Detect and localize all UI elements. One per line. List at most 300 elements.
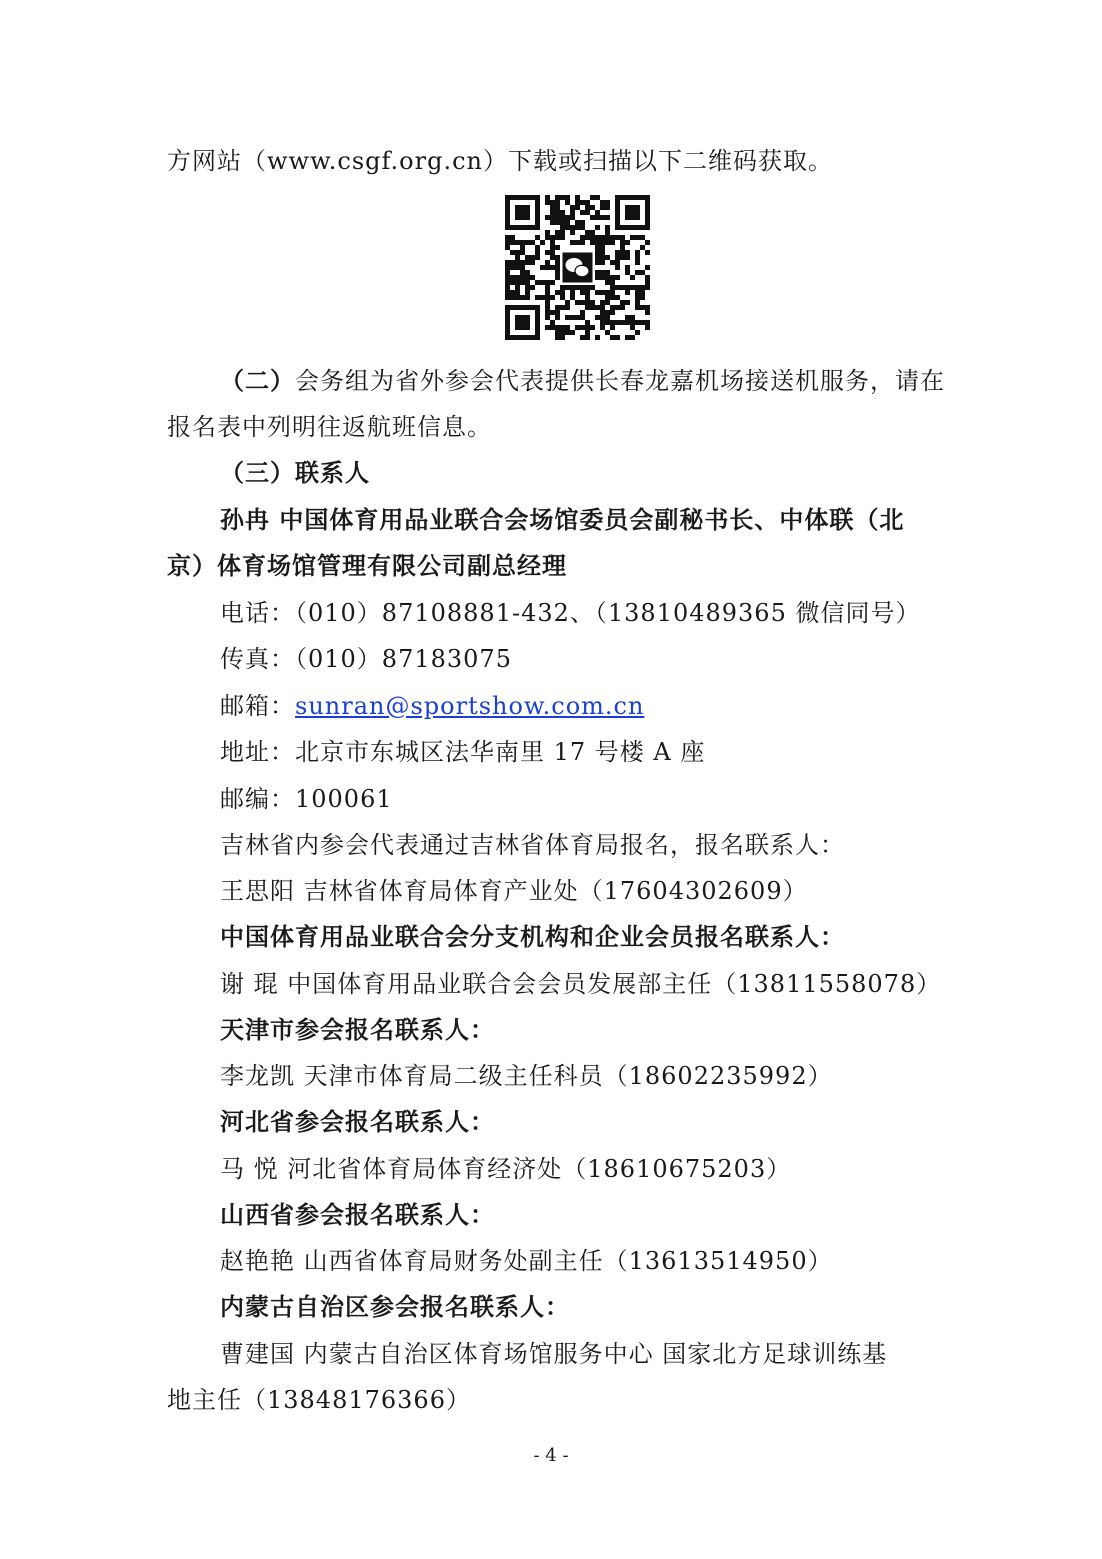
qr-module [635,250,640,255]
qr-module [645,320,650,325]
qr-module [545,265,550,270]
qr-module [610,260,615,265]
nmg-heading: 内蒙古自治区参会报名联系人： [220,1293,570,1321]
qr-module [640,320,645,325]
qr-module [580,240,585,245]
qr-module [525,270,530,275]
qr-module [600,200,605,205]
qr-module [550,250,555,255]
qr-module [605,310,610,315]
qr-module [540,265,545,270]
qr-module [515,265,520,270]
qr-module [525,255,530,260]
qr-module [545,300,550,305]
nmg-contact: 曹建国 内蒙古自治区体育场馆服务中心 国家北方足球训练基 [220,1340,888,1368]
qr-module [590,205,595,210]
qr-module [620,320,625,325]
hebei-heading: 河北省参会报名联系人： [220,1108,495,1136]
qr-module [505,240,510,245]
qr-module [610,305,615,310]
qr-module [555,310,560,315]
qr-module [625,320,630,325]
qr-module [545,215,550,220]
qr-module [600,255,605,260]
qr-module [520,245,525,250]
qr-module [585,335,590,340]
qr-module [530,260,535,265]
qr-module [585,230,590,235]
qr-module [570,315,575,320]
qr-module [520,270,525,275]
qr-module [595,215,600,220]
qr-module [585,300,590,305]
qr-module [570,225,575,230]
qr-module [615,255,620,260]
qr-module [565,285,570,290]
qr-module [530,285,535,290]
qr-module [520,265,525,270]
qr-module [590,305,595,310]
qr-module [600,245,605,250]
qr-module [530,240,535,245]
qr-module [615,265,620,270]
qr-module [505,260,510,265]
qr-module [585,235,590,240]
qr-module [640,245,645,250]
qr-module [520,250,525,255]
qr-module [595,245,600,250]
qr-module [590,215,595,220]
qr-module [545,235,550,240]
qr-module [600,235,605,240]
qr-module [560,235,565,240]
qr-module [640,295,645,300]
qr-module [615,295,620,300]
qr-module [555,335,560,340]
qr-module [600,275,605,280]
qr-module [505,285,510,290]
qr-module [595,240,600,245]
qr-module [590,230,595,235]
qr-module [640,305,645,310]
qr-module [555,230,560,235]
qr-module [510,235,515,240]
qr-module [555,205,560,210]
qr-module [550,205,555,210]
shanxi-heading: 山西省参会报名联系人： [220,1201,495,1229]
qr-module [550,200,555,205]
section-two-label: （二） [220,367,295,395]
qr-module [545,280,550,285]
qr-module [525,275,530,280]
qr-module [595,255,600,260]
qr-module [570,290,575,295]
qr-module [595,270,600,275]
qr-module [535,255,540,260]
tianjin-contact: 李龙凯 天津市体育局二级主任科员（18602235992） [220,1062,833,1090]
qr-module [575,200,580,205]
qr-module [600,310,605,315]
qr-module [645,310,650,315]
qr-module [600,290,605,295]
qr-module [605,275,610,280]
qr-module [635,270,640,275]
qr-module [605,235,610,240]
qr-module [625,240,630,245]
qr-module [565,215,570,220]
qr-module [515,240,520,245]
qr-module [565,330,570,335]
qr-module [575,285,580,290]
qr-module [560,230,565,235]
qr-module [550,210,555,215]
qr-module [545,290,550,295]
qr-module [610,295,615,300]
qr-module [595,305,600,310]
qr-module [620,250,625,255]
qr-module [560,215,565,220]
qr-code [505,195,650,340]
qr-module [510,280,515,285]
qr-module [555,275,560,280]
qr-module [605,330,610,335]
qr-module [540,240,545,245]
qr-module [570,240,575,245]
qr-module [550,215,555,220]
qr-module [560,330,565,335]
qr-module [530,275,535,280]
qr-module [595,260,600,265]
fax-line: 传真：（010）87183075 [220,645,512,673]
qr-module [620,240,625,245]
qr-module [645,240,650,245]
qr-module [605,205,610,210]
tianjin-heading: 天津市参会报名联系人： [220,1016,495,1044]
qr-module [505,275,510,280]
qr-module [545,260,550,265]
qr-module [570,210,575,215]
qr-module [525,280,530,285]
qr-module [625,270,630,275]
qr-module [520,275,525,280]
qr-module [550,245,555,250]
qr-module [510,240,515,245]
qr-module [635,320,640,325]
qr-module [595,195,600,200]
email-line [220,690,644,722]
contact-sunran-title-cont: 京）体育场馆管理有限公司副总经理 [167,552,567,580]
qr-module [630,320,635,325]
qr-module [550,325,555,330]
qr-module [645,250,650,255]
qr-module [505,235,510,240]
qr-module [520,280,525,285]
qr-module [640,270,645,275]
qr-module [590,285,595,290]
qr-module [580,300,585,305]
qr-module [635,255,640,260]
qr-module [635,295,640,300]
qr-module [510,250,515,255]
qr-module [585,210,590,215]
qr-module [615,320,620,325]
section-two-line [220,365,945,397]
qr-module [565,300,570,305]
qr-module [520,295,525,300]
qr-module [615,260,620,265]
qr-module [605,240,610,245]
qr-module [580,225,585,230]
qr-module [535,235,540,240]
qr-module [505,265,510,270]
qr-module [515,255,520,260]
qr-module [560,335,565,340]
qr-module [515,285,520,290]
qr-module [610,290,615,295]
qr-module [580,315,585,320]
qr-module [640,235,645,240]
qr-module [550,265,555,270]
qr-module [645,265,650,270]
qr-module [635,305,640,310]
qr-module [600,250,605,255]
qr-module [515,295,520,300]
section-three-heading: （三）联系人 [220,459,370,487]
qr-module [595,225,600,230]
qr-module [595,290,600,295]
qr-module [625,285,630,290]
qr-module [505,280,510,285]
qr-module [580,220,585,225]
qr-module [600,300,605,305]
qr-module [575,220,580,225]
qr-module [600,270,605,275]
contact-sunran-title: 孙冉 中国体育用品业联合会场馆委员会副秘书长、中体联（北 [220,506,905,534]
qr-module [565,315,570,320]
qr-module [600,215,605,220]
qr-module [550,310,555,315]
qr-module [640,290,645,295]
qr-module [535,295,540,300]
qr-module [645,305,650,310]
qr-module [525,290,530,295]
qr-module [510,290,515,295]
qr-module [630,275,635,280]
qr-module [580,200,585,205]
qr-module [595,250,600,255]
qr-module [605,320,610,325]
qr-module [595,335,600,340]
qr-module [635,300,640,305]
qr-module [560,325,565,330]
qr-module [645,280,650,285]
qr-module [580,325,585,330]
qr-module [610,325,615,330]
qr-module [615,305,620,310]
qr-module [555,290,560,295]
qr-module [555,220,560,225]
qr-module [630,325,635,330]
qr-module [570,295,575,300]
qr-module [550,220,555,225]
qr-module [545,250,550,255]
qr-module [510,265,515,270]
section-two-text: 会务组为省外参会代表提供长春龙嘉机场接送机服务，请在 [295,367,945,395]
qr-module [600,205,605,210]
qr-module [550,320,555,325]
qr-module [600,305,605,310]
qr-module [560,195,565,200]
qr-module [625,250,630,255]
qr-module [525,240,530,245]
qr-module [545,195,550,200]
qr-module [645,285,650,290]
qr-module [620,245,625,250]
qr-module [565,225,570,230]
qr-module [645,325,650,330]
qr-module [600,320,605,325]
qr-module [625,255,630,260]
qr-module [610,235,615,240]
qr-module [595,210,600,215]
qr-module [580,235,585,240]
qr-module [550,255,555,260]
qr-module [515,275,520,280]
phone-line: 电话：（010）87108881-432、（13810489365 微信同号） [220,599,921,627]
qr-module [620,300,625,305]
csgf-contact: 谢 琨 中国体育用品业联合会会员发展部主任（13811558078） [220,970,942,998]
qr-module [635,260,640,265]
qr-module [600,315,605,320]
qr-module [555,305,560,310]
qr-module [635,285,640,290]
website-line: 方网站（www.csgf.org.cn）下载或扫描以下二维码获取。 [167,147,833,175]
qr-module [555,260,560,265]
qr-module [600,325,605,330]
qr-module [545,305,550,310]
qr-module [570,205,575,210]
qr-module [630,335,635,340]
qr-module [515,290,520,295]
qr-module [545,310,550,315]
qr-module [565,200,570,205]
qr-module [520,260,525,265]
qr-module [580,210,585,215]
qr-module [560,225,565,230]
qr-module [580,285,585,290]
qr-module [555,200,560,205]
qr-module [560,295,565,300]
hebei-contact: 马 悦 河北省体育局体育经济处（18610675203） [220,1155,792,1183]
qr-module [550,295,555,300]
qr-module [615,335,620,340]
qr-module [555,315,560,320]
qr-module [620,255,625,260]
qr-module [570,215,575,220]
qr-module [610,320,615,325]
qr-module [605,290,610,295]
postcode-line: 邮编：100061 [220,785,393,813]
qr-module [555,195,560,200]
qr-module [580,290,585,295]
qr-module [540,280,545,285]
qr-module [510,260,515,265]
qr-module [590,235,595,240]
qr-module [570,230,575,235]
qr-module [605,300,610,305]
qr-module [530,255,535,260]
qr-module [510,295,515,300]
qr-module [635,290,640,295]
qr-module [555,325,560,330]
qr-module [545,315,550,320]
qr-module [585,295,590,300]
qr-module [615,285,620,290]
qr-module [600,260,605,265]
qr-module [525,295,530,300]
qr-module [555,265,560,270]
qr-module [535,280,540,285]
qr-module [585,330,590,335]
qr-module [595,315,600,320]
qr-module [605,315,610,320]
qr-module [515,280,520,285]
qr-module [570,285,575,290]
qr-module [565,195,570,200]
qr-module [575,240,580,245]
qr-module [535,250,540,255]
qr-module [545,295,550,300]
qr-module [625,315,630,320]
qr-module [515,260,520,265]
qr-module [605,270,610,275]
qr-module [610,280,615,285]
qr-module [505,295,510,300]
qr-module [610,240,615,245]
qr-module [555,255,560,260]
qr-module [620,285,625,290]
email-link[interactable]: sunran@sportshow.com.cn [295,692,645,720]
qr-module [610,275,615,280]
qr-module [605,200,610,205]
qr-module [535,245,540,250]
qr-module [565,305,570,310]
qr-module [610,285,615,290]
qr-module [540,295,545,300]
qr-module [545,230,550,235]
qr-module [555,330,560,335]
qr-module [585,200,590,205]
qr-module [610,310,615,315]
qr-module [560,210,565,215]
qr-module [560,290,565,295]
qr-module [550,240,555,245]
qr-module [565,220,570,225]
qr-module [605,225,610,230]
qr-module [505,290,510,295]
email-label: 邮箱： [220,692,295,720]
qr-module [605,280,610,285]
qr-module [505,270,510,275]
qr-module [625,300,630,305]
qr-module [585,325,590,330]
qr-module [575,315,580,320]
qr-module [555,235,560,240]
section-two-cont: 报名表中列明往返航班信息。 [167,413,492,441]
qr-module [635,330,640,335]
qr-module [545,285,550,290]
nmg-contact-cont: 地主任（13848176366） [167,1386,471,1414]
